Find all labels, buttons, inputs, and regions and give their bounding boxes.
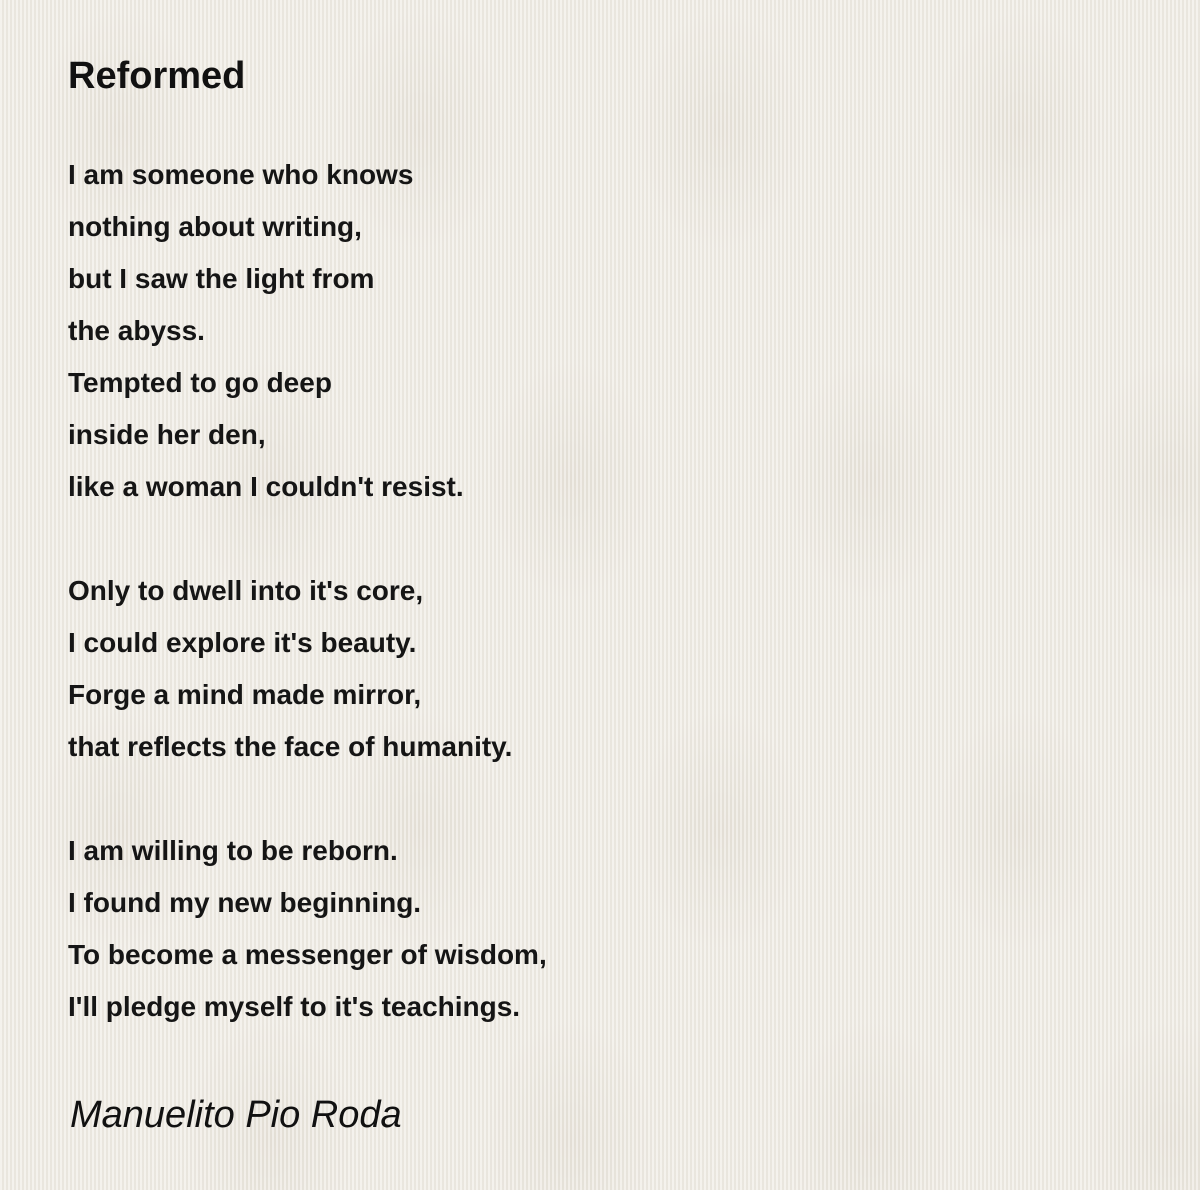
poem-line: I could explore it's beauty. <box>68 627 417 658</box>
poem-line: Forge a mind made mirror, <box>68 679 422 710</box>
poem-card <box>68 0 1168 1190</box>
poem-body <box>68 149 547 1085</box>
poem-author: Manuelito Pio Roda <box>70 1094 402 1136</box>
poem-line: I found my new beginning. <box>68 887 422 918</box>
poem-line: nothing about writing, <box>68 211 362 242</box>
poem-line: like a woman I couldn't resist. <box>68 471 464 502</box>
poem-line: that reflects the face of humanity. <box>68 731 513 762</box>
poem-line: the abyss. <box>68 315 205 346</box>
stanza-1 <box>68 149 547 513</box>
poem-title: Reformed <box>68 55 246 97</box>
poem-line: To become a messenger of wisdom, <box>68 939 547 970</box>
poem-line: Only to dwell into it's core, <box>68 575 424 606</box>
stanza-2 <box>68 565 547 773</box>
poem-line: I am someone who knows <box>68 159 414 190</box>
poem-line: inside her den, <box>68 419 266 450</box>
poem-line: I'll pledge myself to it's teachings. <box>68 991 521 1022</box>
stanza-3 <box>68 825 547 1033</box>
poem-line: but I saw the light from <box>68 263 375 294</box>
poem-line: I am willing to be reborn. <box>68 835 398 866</box>
poem-line: Tempted to go deep <box>68 367 332 398</box>
